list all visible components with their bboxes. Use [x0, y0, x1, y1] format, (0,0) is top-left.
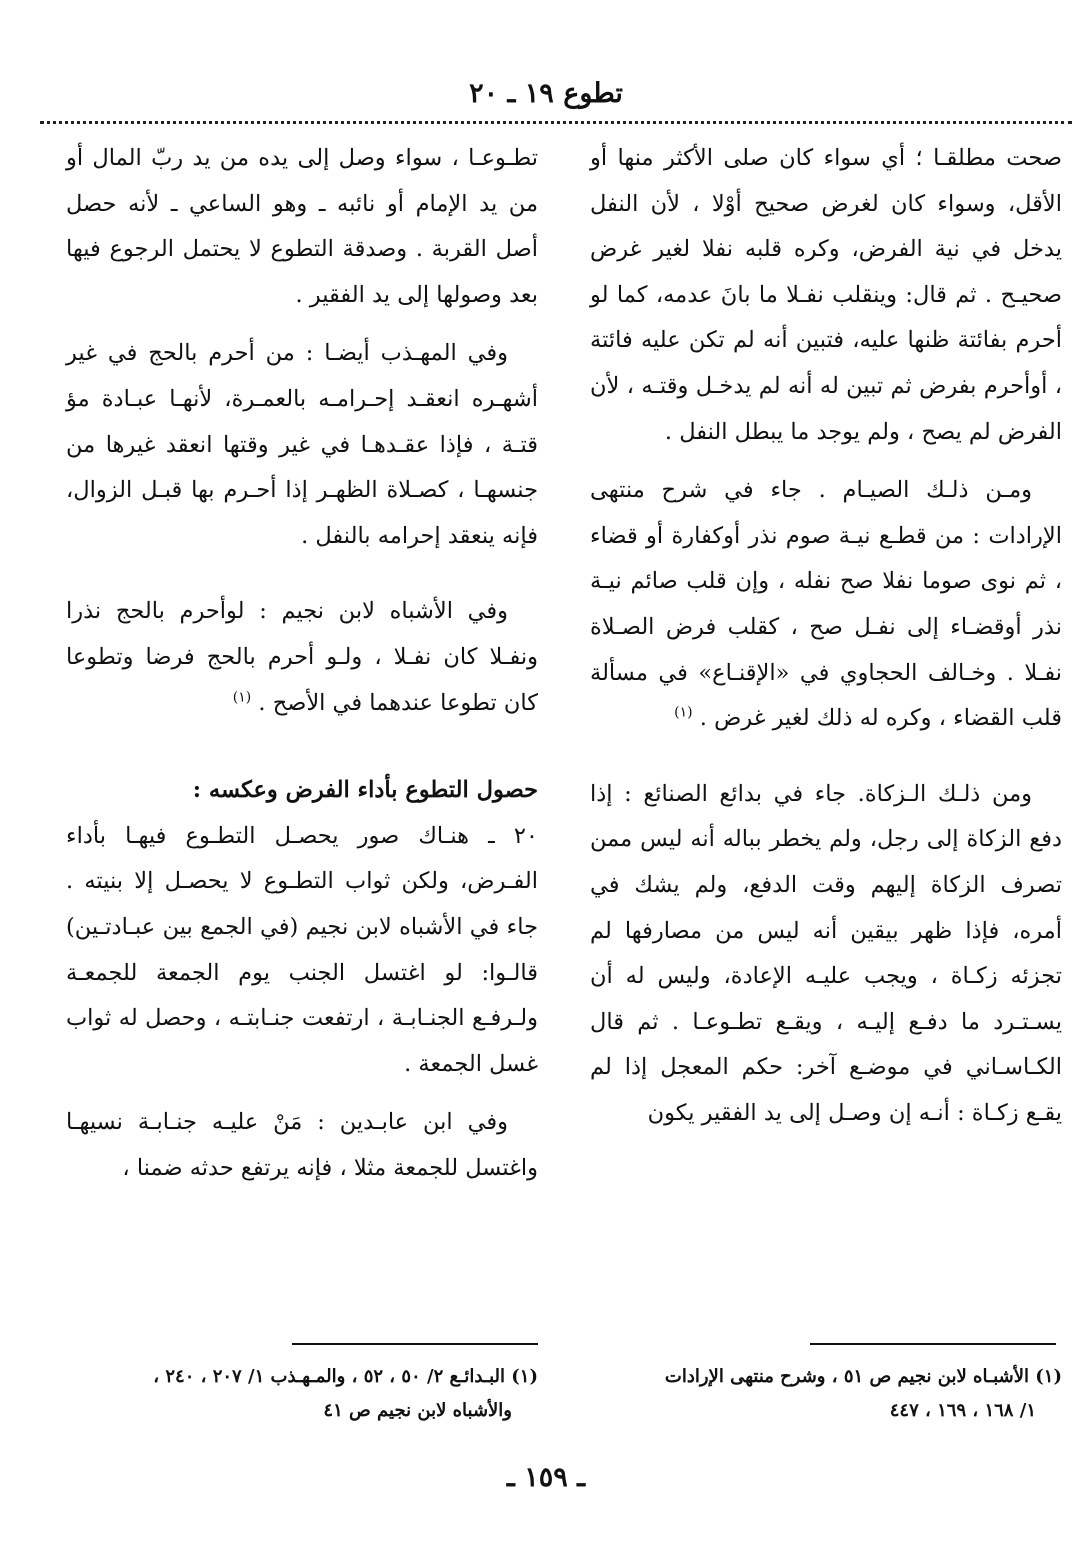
footnote-left: [62, 1360, 538, 1428]
paragraph: ٢٠ ـ هنـاك صور يحصـل التطـوع فيهـا بأداء الفـرض، ولكن ثواب التطـوع لا يحصـل إلا بنيته . جاء في الأشباه لابن نجيم (في الجمع بين عبـادتـين) قالـوا: لو اغتسل الجنب يوم الجمعة للجمعـة ولـرفـع الجنـابـة ، ارتفعت جنـابتـه ، وحصل له ثواب غسل الجمعة .: [66, 822, 538, 1077]
section-heading: حصول التطوع بأداء الفرض وعكسه :: [192, 777, 538, 804]
paragraph: وفي ابن عابـدين : مَنْ عليـه جنـابـة نسيهـا واغتسل للجمعة مثلا ، فإنه يرتفع حدثه ضمنا ،: [66, 1109, 538, 1181]
paragraph: صحت مطلقـا ؛ أي سواء كان صلى الأكثر منها أو الأقل، وسواء كان لغرض صحيح أوْلا ، لأن النفل يدخل في نية الفرض، وكره قلبه نفلا لغير غرض صحيـح . ثم قال: وينقلب نفـلا ما بانَ عدمه، كما لو أحرم بفائتة ظنها عليه، فتبين أنه لم تكن عليه فائتة ، أوأحرم بفرض ثم تبين له أنه لم يدخـل وقتـه ، لأن الفرض لم يصح ، ولم يوجد ما يبطل النفل .: [590, 145, 1062, 445]
paragraph: وفي المهـذب أيضـا : من أحرم بالحج في غير أشهـره انعقـد إحـرامـه بالعمـرة، لأنهـا عبـادة مؤ قتـة ، فإذا عقـدهـا في غير وقتها انعقد غيرها من جنسهـا ، كصـلاة الظهـر إذا أحـرم بها قبـل الزوال، فإنه ينعقد إحرامه بالنفل .: [66, 340, 538, 549]
footnote-line: (١) الأشبـاه لابن نجيم ص ٥١ ، وشرح منتهى الإرادات: [664, 1366, 1062, 1387]
page-header: تطوع ١٩ ـ ٢٠: [469, 78, 623, 109]
paragraph: ومـن ذلـك الصيـام . جاء في شرح منتهى الإرادات : من قطـع نيـة صوم نذر أوكفارة أو قضاء ، ثم نوى صوما نفلا صح نفله ، وإن قلب صائم نيـة نذر أوقضـاء إلى نفـل صح ، كقلب فرض الصـلاة نفـلا . وخـالف الحجاوي في «الإقنـاع» في مسألة قلب القضاء ، وكره له ذلك لغير غرض . $^{(١)}$: [590, 477, 1062, 732]
paragraph: ومن ذلـك الـزكاة. جاء في بدائع الصنائع : إذا دفع الزكاة إلى رجل، ولم يخطر بباله أنه ليس ممن تصرف الزكاة إليهم وقت الدفع، ولم يشك في أمره، فإذا ظهر بيقين أنه ليس من مصارفها لم تجزئه زكـاة ، ويجب عليـه الإعادة، وليس له أن يسـتـرد ما دفـع إليـه ، ويقـع تطـوعـا . ثم قال الكـاسـاني في موضـع آخر: حكم المعجل إذا لم يقـع زكـاة : أنـه إن وصـل إلى يد الفقير يكون: [590, 780, 1062, 1126]
paragraph: تطـوعـا ، سواء وصل إلى يده من يد ربّ المال أو من يد الإمام أو نائبه ـ وهو الساعي ـ لأنه حصل أصل القربة . وصدقة التطوع لا يحتمل الرجوع فيها بعد وصولها إلى يد الفقير .: [66, 145, 538, 308]
footnote-marker: (١): [674, 704, 693, 721]
footnote-rule: [292, 1343, 538, 1345]
page-number: ـ ١٥٩ ـ: [506, 1462, 586, 1493]
footnote-marker: (١): [232, 689, 252, 706]
footnote-rule: [810, 1343, 1056, 1345]
footnote-line: والأشباه لابن نجيم ص ٤١: [323, 1400, 512, 1421]
dotted-divider: [40, 121, 1072, 124]
footnote-line: (١) البـدائـع ٢/ ٥٠ ، ٥٢ ، والمـهـذب ١/ ٢٠٧ ، ٢٤٠ ،: [153, 1366, 538, 1387]
right-column: [590, 136, 1062, 1136]
footnote-right: [586, 1360, 1062, 1428]
left-column: [66, 136, 538, 1191]
footnote-line: ١/ ١٦٨ ، ١٦٩ ، ٤٤٧: [889, 1400, 1036, 1421]
paragraph: وفي الأشباه لابن نجيم : لوأحرم بالحج نذرا ونفـلا كان نفـلا ، ولـو أحرم بالحج فرضا وتطوعا كان تطوعا عندهما في الأصح . $^{(١)}$: [66, 598, 538, 716]
